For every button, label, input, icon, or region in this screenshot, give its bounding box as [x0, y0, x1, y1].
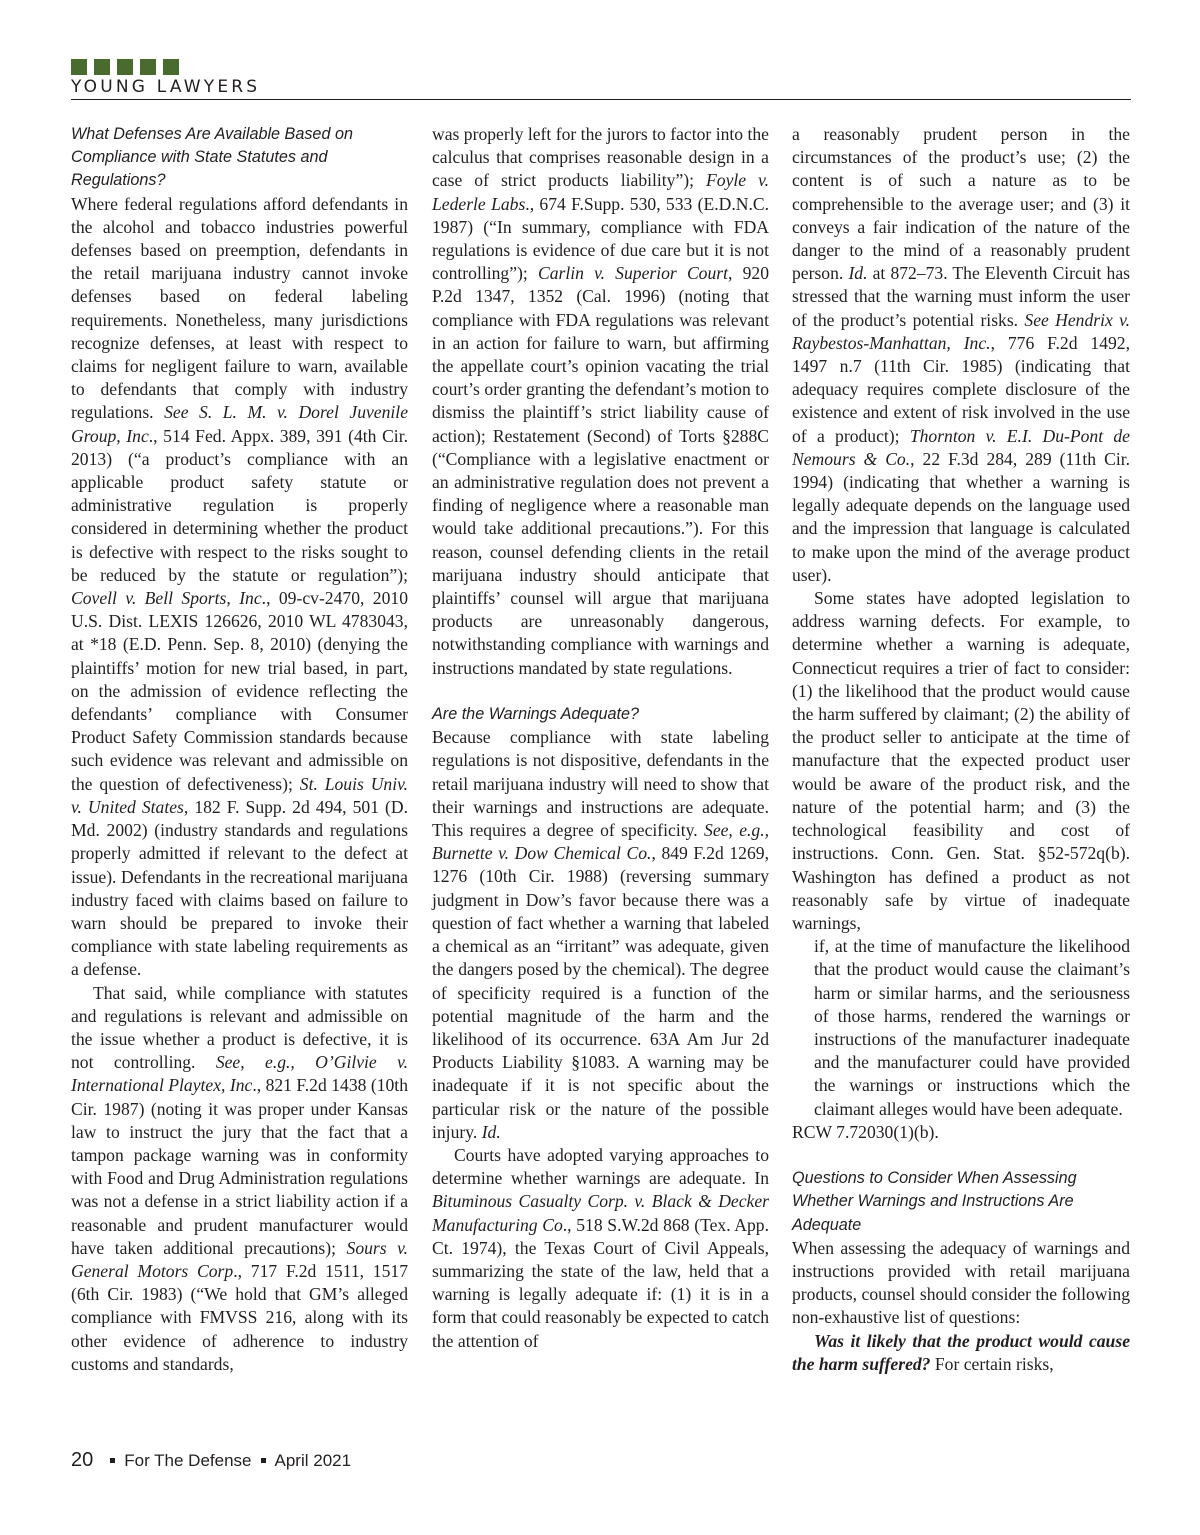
case-citation: See, e.g., O’Gilvie v. International Playtex, Inc [71, 1052, 408, 1096]
paragraph [71, 193, 408, 982]
paragraph [432, 123, 769, 680]
publication-name: For The Defense [124, 1450, 252, 1470]
paragraph: Some states have adopted legislation to address warning defects. For example, to determine whether a warning is adequate, Connecticut requires a trier of fact to consider: (1) the likelihood that the product would cause the harm suffered by claimant; (2) the ability of the product seller to anticipate at the time of manufacture that the expected product user would be aware of the product risk, and the nature of the potential harm; and (3) the technological feasibility and cost of instructions. Conn. Gen. Stat. §52-572q(b). Washington has defined a product as not reasonably safe by virtue of inadequate warnings, [792, 588, 1130, 933]
spacer [792, 1144, 1130, 1167]
paragraph [432, 1144, 769, 1353]
case-citation: Id. [481, 1121, 501, 1142]
page-number: 20 [71, 1449, 94, 1471]
section-heading: What Defenses Are Available Based on Compliance with State Statutes and Regulations? [71, 125, 353, 190]
text: Courts have adopted varying approaches to determine whether warnings are adequate. In [432, 1144, 769, 1189]
text: at 872–73. The Eleventh Circuit has stressed that the warning must inform the user of the product’s potential risks. [792, 263, 1131, 330]
case-citation: See Hendrix v. Raybestos-Manhattan, Inc. [792, 309, 1131, 353]
marker-square [117, 59, 133, 75]
case-citation: See S. L. M. v. Dorel Juvenile Group, Inc [71, 402, 408, 446]
text: , 182 F. Supp. 2d 494, 501 (D. Md. 2002) (industry standards and regulations properly admitted if relevant to the defect at issue). Defendants in the recreational marijuana industry faced with claims based on failure to warn should be prepared to invoke their compliance with state labeling requirements as a defense. [71, 796, 409, 980]
section-label: YOUNG LAWYERS [71, 77, 261, 97]
section-heading: Are the Warnings Adequate? [432, 705, 639, 724]
footer-bullet [110, 1458, 115, 1463]
column-2 [432, 123, 769, 1353]
text: , 776 F.2d 1492, 1497 n.7 (11th Cir. 1985) (indicating that adequacy requires complete disclosure of the existence and extent of risk involved in the use of a product); [792, 332, 1130, 446]
paragraph: When assessing the adequacy of warnings and instructions provided with retail marijuana products, counsel should consider the following non-exhaustive list of questions: [792, 1237, 1130, 1328]
text: ., 717 F.2d 1511, 1517 (6th Cir. 1983) (“We hold that GM’s alleged compliance with FMVSS 216, along with its other evidence of adherence to industry customs and standards, [71, 1260, 408, 1374]
footer-bullet [261, 1458, 266, 1463]
case-citation: Covell v. Bell Sports, Inc [71, 588, 262, 609]
section-marker-squares [71, 59, 179, 75]
question-text: Was it likely that the product would cause the harm suffered? [792, 1330, 1130, 1374]
case-citation: Carlin v. Superior Court [537, 263, 729, 284]
text: a reasonably prudent person in the circumstances of the product’s use; (2) the content is of such a nature as to be comprehensible to the average user; and (3) it conveys a fair indication of the nature of the danger to the mind of a reasonably prudent person. [792, 124, 1130, 284]
marker-square [163, 59, 179, 75]
case-citation: Id. [848, 263, 868, 284]
text: ., 518 S.W.2d 868 (Tex. App. Ct. 1974), the Texas Court of Civil Appeals, summarizing the state of the law, held that a warning is legally adequate if: (1) it is in a form that could reasonably be expected to catch the attention of [432, 1214, 769, 1351]
section-heading: Questions to Consider When Assessing Whether Warnings and Instructions Are Adequate [792, 1169, 1077, 1234]
text: , 849 F.2d 1269, 1276 (10th Cir. 1988) (reversing summary judgment in Dow’s favor because there was a question of fact whether a warning that labeled a chemical as an “irritant” was adequate, given the dangers posed by the chemical). The degree of specificity required is a function of the potential magnitude of the harm and the likelihood of its occurrence. 63A Am Jur 2d Products Liability §1083. A warning may be inadequate if it is not specific about the particular risk or the nature of the possible injury. [432, 843, 769, 1142]
column-3 [792, 123, 1130, 1376]
marker-square [94, 59, 110, 75]
text: was properly left for the jurors to factor into the calculus that comprises reasonable design in a case of strict products liability”); [432, 124, 769, 191]
text: ., 514 Fed. Appx. 389, 391 (4th Cir. 2013) (“a product’s compliance with an applicable product safety statute or administrative regulation is properly considered in determining whether the product is defective with respect to the risks sought to be reduced by the statute or regulation”); [71, 425, 408, 585]
text: For certain risks, [930, 1353, 1054, 1374]
text: Because compliance with state labeling regulations is not dispositive, defendants in the retail marijuana industry will need to show that their warnings and instructions are adequate. This requires a degree of specificity. [432, 727, 769, 841]
issue-date: April 2021 [274, 1450, 352, 1470]
header-rule [71, 99, 1131, 100]
marker-square [71, 59, 87, 75]
text: , 920 P.2d 1347, 1352 (Cal. 1996) (noting that compliance with FDA regulations was relevant in an action for failure to warn, but affirming the appellate court’s opinion vacating the trial court’s order granting the defendant’s motion to dismiss the plaintiff’s strict liability cause of action); Restatement (Second) of Torts §288C (“Compliance with a legislative enactment or an administrative regulation does not prevent a finding of negligence where a reasonable man would take additional precautions.”). For this reason, counsel defending clients in the retail marijuana industry should anticipate that plaintiffs’ counsel will argue that marijuana products are unreasonably dangerous, notwithstanding compliance with warnings and instructions mandated by state regulations. [432, 263, 769, 678]
case-citation: Thornton v. E.I. Du-Pont de Nemours & Co. [792, 425, 1130, 469]
text: That said, while compliance with statutes and regulations is relevant and admissible on the issue whether a product is defective, it is not controlling. [71, 982, 408, 1073]
case-citation: Foyle v. Lederle Labs [432, 170, 769, 214]
text: Where federal regulations afford defendants in the alcohol and tobacco industries powerful defenses based on preemption, defendants in the retail marijuana industry cannot invoke defenses based on federal labeling requirements. Nonetheless, many jurisdictions recognize defenses, at least with respect to claims for negligent failure to warn, available to defendants that comply with industry regulations. [71, 193, 408, 423]
case-citation: Bituminous Casualty Corp. v. Black & Decker Manufacturing Co [432, 1191, 769, 1235]
text: ., 674 F.Supp. 530, 533 (E.D.N.C. 1987) (“In summary, compliance with FDA regulations is evidence of due care but it is not controlling”); [432, 193, 769, 284]
paragraph [792, 1330, 1130, 1376]
spacer [432, 680, 769, 703]
text: , 22 F.3d 284, 289 (11th Cir. 1994) (indicating that whether a warning is legally adequate depends on the language used and the impression that language is calculated to make upon the mind of the average product user). [792, 448, 1131, 585]
paragraph [792, 123, 1130, 587]
case-citation: St. Louis Univ. v. United States [71, 773, 408, 817]
page-footer [71, 1449, 351, 1472]
case-citation: See, e.g., Burnette v. Dow Chemical Co. [432, 820, 769, 864]
paragraph [71, 982, 408, 1376]
marker-square [140, 59, 156, 75]
case-citation: Sours v. General Motors Corp [71, 1237, 408, 1281]
column-1 [71, 123, 408, 1376]
text: ., 821 F.2d 1438 (10th Cir. 1987) (noting it was proper under Kansas law to instruct the jury that the fact that a tampon package warning was in conformity with Food and Drug Administration regulations was not a defense in a strict liability action if a reasonable and prudent manufacturer would have taken additional precautions); [71, 1075, 408, 1258]
block-quote: if, at the time of manufacture the likelihood that the product would cause the claimant’s harm or similar harms, and the seriousness of those harms, rendered the warnings or instructions of the manufacturer inadequate and the manufacturer could have provided the warnings or instructions which the claimant alleges would have been adequate. [814, 936, 1130, 1119]
text: ., 09-cv-2470, 2010 U.S. Dist. LEXIS 126626, 2010 WL 4783043, at *18 (E.D. Penn. Sep. 8, 2010) (denying the plaintiffs’ motion for new trial based, in part, on the admission of evidence reflecting the defendants’ compliance with Consumer Product Safety Commission standards because such evidence was relevant and admissible on the question of defectiveness); [71, 588, 408, 794]
statute-citation: RCW 7.72030(1)(b). [792, 1121, 939, 1142]
paragraph [432, 726, 769, 1144]
